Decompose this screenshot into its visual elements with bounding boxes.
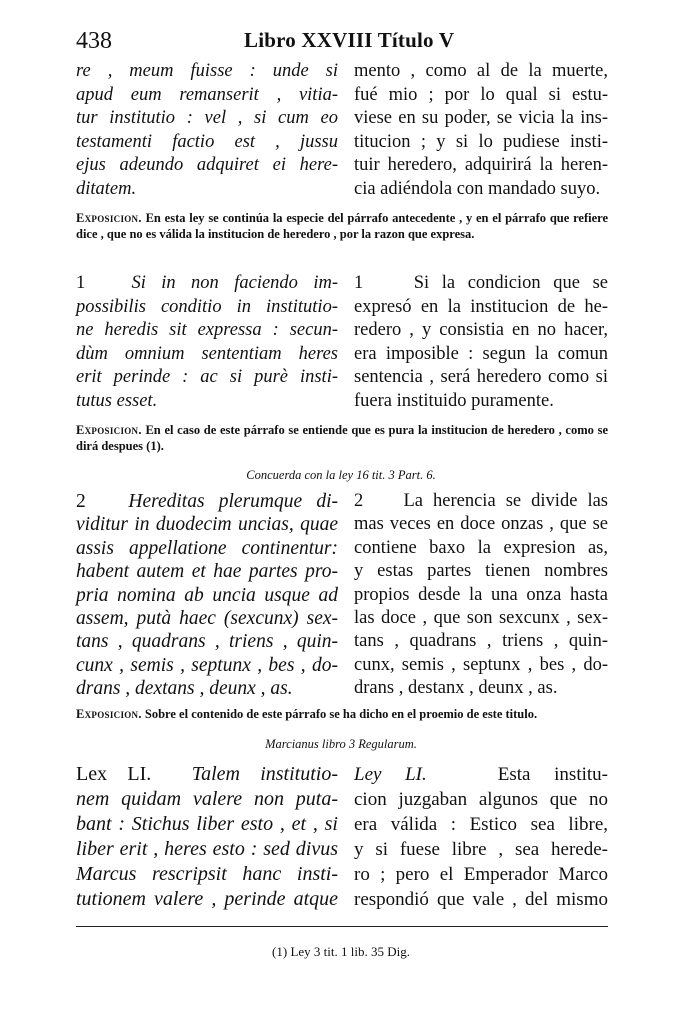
latin-column [76, 762, 338, 912]
latin-line: testamenti factio est , jussu [76, 131, 338, 152]
spanish-line: tans , quadrans , triens , quin- [354, 631, 608, 652]
spanish-line: mento , como al de la muerte, [354, 61, 608, 81]
running-title: Libro XXVIII Título V [244, 28, 455, 52]
spanish-line: fué mio ; por lo qual si estu- [354, 84, 608, 105]
footnote-rule [76, 926, 608, 927]
latin-line: ditatem. [76, 178, 137, 199]
spanish-line: drans , destanx , deunx , as. [354, 678, 558, 699]
spanish-line: cia adiéndola con mandado suyo. [354, 178, 601, 199]
latin-line: assis appellatione continentur: [76, 537, 338, 559]
spanish-column [354, 272, 608, 413]
spanish-column [354, 490, 608, 701]
latin-line: drans , dextans , deunx , as. [76, 678, 293, 700]
latin-line: apud eum remanserit , vitia- [76, 84, 338, 105]
section-2 [76, 490, 608, 705]
spanish-line: y si fuese libre , sea herede- [354, 839, 608, 860]
spanish-line: expresó en la institucion de he- [354, 296, 608, 317]
latin-line: Marcus rescripsit hanc insti- [76, 863, 338, 885]
latin-line: Lex LI. Talem institutio- [76, 763, 338, 785]
exposicion-note [76, 706, 608, 722]
latin-line: tutus esset. [76, 390, 158, 411]
latin-line: tans , quadrans , triens , quin- [76, 631, 338, 653]
spanish-line: era imposible : segun la comun [354, 343, 608, 364]
exposicion-text: En esta ley se continúa la especie del párrafo antecedente , y en el párrafo que refiere dice , que no es válida la institucion de heredero , por la razon que expresa. [76, 211, 609, 241]
spanish-line: cunx, semis , septunx , bes , do- [354, 654, 608, 675]
source-citation: Marcianus libro 3 Regularum. [265, 737, 417, 751]
exposicion-text: En el caso de este párrafo se entiende que es pura la institucion de heredero , como se dirá despues (1). [76, 423, 608, 453]
spanish-line: Ley LI. Esta institu- [354, 764, 608, 785]
exposicion-note [76, 422, 608, 454]
latin-line: pria nomina ab uncia usque ad [76, 584, 338, 606]
spanish-line: 1 Si la condicion que se [354, 273, 609, 293]
spanish-line: fuera instituido puramente. [354, 390, 554, 411]
page-header [76, 28, 608, 60]
latin-column [76, 490, 338, 701]
footnote: (1) Ley 3 tit. 1 lib. 35 Dig. [272, 944, 410, 959]
latin-line: assem, putà haec (sexcunx) sex- [76, 608, 338, 630]
spanish-line: era válida : Estico sea libre, [354, 814, 608, 835]
latin-line: tutionem valere , perinde atque [76, 888, 338, 910]
spanish-line: sentencia , será heredero como si [354, 367, 608, 387]
spanish-line: tuir heredero, adquirirá la heren- [354, 155, 608, 175]
latin-line: dùm omnium sententiam heres [76, 343, 338, 364]
latin-line: viditur in duodecim uncias, quae [76, 514, 338, 536]
section-lex-51 [76, 762, 608, 922]
exposicion-label: Exposicion. [76, 423, 142, 437]
spanish-column [354, 762, 608, 912]
spanish-line: redero , y consistia en no hacer, [354, 320, 608, 340]
section-top [76, 60, 608, 210]
latin-line: tur institutio : vel , si cum eo [76, 108, 338, 128]
latin-line: possibilis conditio in institutio- [76, 296, 338, 317]
page-number: 438 [76, 28, 112, 54]
latin-line: re , meum fuisse : unde si [76, 61, 338, 81]
latin-line: liber erit , heres esto : sed divus [76, 838, 338, 860]
spanish-line: respondió que vale , del mismo [354, 889, 608, 910]
latin-line: nem quidam valere non puta- [76, 788, 338, 810]
spanish-line: ro ; pero el Emperador Marco [354, 864, 608, 885]
spanish-line: propios desde la una onza hasta [354, 584, 608, 605]
exposicion-label: Exposicion. [76, 707, 142, 721]
spanish-line: las doce , que son sexcunx , sex- [354, 608, 608, 629]
spanish-line: cion juzgaban algunos que no [354, 789, 608, 810]
paragraph-number: 2 [354, 491, 364, 511]
exposicion-text: Sobre el contenido de este párrafo se ha dicho en el proemio de este titulo. [144, 707, 538, 721]
spanish-line: viese en su poder, se vicia la ins- [354, 108, 608, 128]
paragraph-number: 2 [76, 491, 86, 512]
latin-line: ne heredis sit expressa : secun- [76, 320, 338, 340]
spanish-column [354, 60, 608, 201]
latin-column [76, 272, 338, 413]
concordance-line: Concuerda con la ley 16 tit. 3 Part. 6. [246, 468, 436, 482]
latin-column [76, 60, 338, 201]
paragraph-number: 1 [354, 273, 364, 293]
ley-heading: Ley LI. [354, 764, 427, 785]
spanish-line: contiene baxo la expresion as, [354, 537, 608, 558]
lex-heading: Lex LI. [76, 763, 152, 785]
exposicion-note [76, 210, 608, 242]
latin-line: habent autem et hae partes pro- [76, 561, 338, 583]
paragraph-number: 1 [76, 273, 86, 293]
spanish-line: titucion ; y si lo pudiese insti- [354, 131, 608, 152]
latin-line: 1 Si in non faciendo im- [76, 273, 338, 293]
latin-line: cunx , semis , septunx , bes , do- [76, 654, 338, 676]
latin-line: bant : Stichus liber esto , et , si [76, 813, 338, 835]
spanish-line: 2 La herencia se divide las [354, 491, 609, 511]
latin-line: erit perinde : ac si purè insti- [76, 367, 338, 387]
latin-line: 2 Hereditas plerumque di- [76, 491, 339, 512]
spanish-line: mas veces en doce onzas , que se [354, 514, 608, 535]
exposicion-label: Exposicion. [76, 211, 142, 225]
section-1 [76, 272, 608, 422]
spanish-line: y estas partes tienen nombres [354, 561, 608, 582]
latin-line: ejus adeundo adquiret ei here- [76, 155, 338, 175]
